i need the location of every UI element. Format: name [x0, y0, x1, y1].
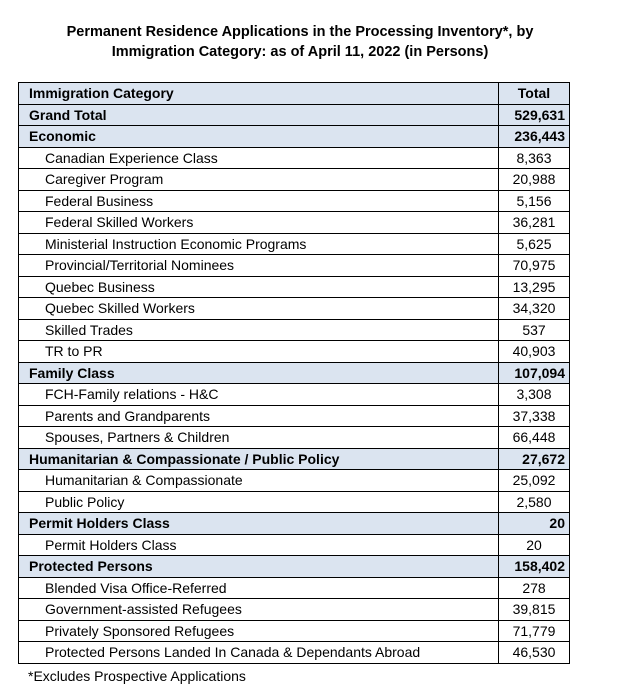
category-total: 46,530 [499, 642, 570, 664]
category-label: Caregiver Program [19, 169, 499, 191]
category-total: 2,580 [499, 491, 570, 513]
category-total: 537 [499, 319, 570, 341]
category-label: Federal Business [19, 190, 499, 212]
table-group-row [19, 448, 570, 470]
table-body [19, 104, 570, 663]
category-label: Skilled Trades [19, 319, 499, 341]
table-row [19, 599, 570, 621]
category-label: Public Policy [19, 491, 499, 513]
table-row [19, 255, 570, 277]
category-label: Permit Holders Class [19, 513, 499, 535]
category-total: 5,625 [499, 233, 570, 255]
category-total: 66,448 [499, 427, 570, 449]
category-label: Permit Holders Class [19, 534, 499, 556]
category-total: 70,975 [499, 255, 570, 277]
table-row [19, 577, 570, 599]
category-total: 529,631 [499, 104, 570, 126]
category-label: Parents and Grandparents [19, 405, 499, 427]
category-label: Humanitarian & Compassionate [19, 470, 499, 492]
title-line-2: Immigration Category: as of April 11, 2022 (in Persons) [111, 44, 489, 60]
category-total: 39,815 [499, 599, 570, 621]
category-label: Quebec Skilled Workers [19, 298, 499, 320]
table-row [19, 212, 570, 234]
category-label: Privately Sponsored Refugees [19, 620, 499, 642]
table-row [19, 276, 570, 298]
table-row [19, 405, 570, 427]
table-row [19, 642, 570, 664]
category-label: Grand Total [19, 104, 499, 126]
table-row [19, 341, 570, 363]
category-total: 71,779 [499, 620, 570, 642]
category-total: 5,156 [499, 190, 570, 212]
table-row [19, 470, 570, 492]
category-label: Blended Visa Office-Referred [19, 577, 499, 599]
table-row [19, 384, 570, 406]
category-total: 37,338 [499, 405, 570, 427]
footnote: *Excludes Prospective Applications [28, 668, 246, 684]
category-total: 36,281 [499, 212, 570, 234]
category-total: 278 [499, 577, 570, 599]
category-label: Quebec Business [19, 276, 499, 298]
table-row [19, 298, 570, 320]
category-label: Government-assisted Refugees [19, 599, 499, 621]
category-total: 27,672 [499, 448, 570, 470]
inventory-table [18, 82, 570, 664]
category-label: Humanitarian & Compassionate / Public Policy [19, 448, 499, 470]
category-total: 3,308 [499, 384, 570, 406]
header-total: Total [499, 83, 570, 105]
category-label: TR to PR [19, 341, 499, 363]
table-row [19, 427, 570, 449]
category-label: Provincial/Territorial Nominees [19, 255, 499, 277]
category-total: 25,092 [499, 470, 570, 492]
category-label: Protected Persons [19, 556, 499, 578]
table-row [19, 491, 570, 513]
title-line-1: Permanent Residence Applications in the Processing Inventory*, by [66, 24, 534, 40]
category-total: 107,094 [499, 362, 570, 384]
category-total: 8,363 [499, 147, 570, 169]
category-label: Canadian Experience Class [19, 147, 499, 169]
table-group-row [19, 556, 570, 578]
category-label: Ministerial Instruction Economic Programs [19, 233, 499, 255]
table-row [19, 534, 570, 556]
category-total: 34,320 [499, 298, 570, 320]
table-row [19, 233, 570, 255]
table-row [19, 169, 570, 191]
category-total: 40,903 [499, 341, 570, 363]
category-total: 20,988 [499, 169, 570, 191]
category-label: Protected Persons Landed In Canada & Dependants Abroad [19, 642, 499, 664]
table-group-row [19, 104, 570, 126]
page-title [20, 22, 580, 62]
header-immigration-category: Immigration Category [19, 83, 499, 105]
table-row [19, 147, 570, 169]
table-group-row [19, 126, 570, 148]
category-label: FCH-Family relations - H&C [19, 384, 499, 406]
table-header-row [19, 83, 570, 105]
table-group-row [19, 362, 570, 384]
category-total: 236,443 [499, 126, 570, 148]
category-total: 20 [499, 534, 570, 556]
table-row [19, 620, 570, 642]
category-label: Family Class [19, 362, 499, 384]
category-total: 20 [499, 513, 570, 535]
category-label: Spouses, Partners & Children [19, 427, 499, 449]
category-total: 13,295 [499, 276, 570, 298]
category-label: Federal Skilled Workers [19, 212, 499, 234]
table-group-row [19, 513, 570, 535]
category-total: 158,402 [499, 556, 570, 578]
table-row [19, 319, 570, 341]
category-label: Economic [19, 126, 499, 148]
table-row [19, 190, 570, 212]
